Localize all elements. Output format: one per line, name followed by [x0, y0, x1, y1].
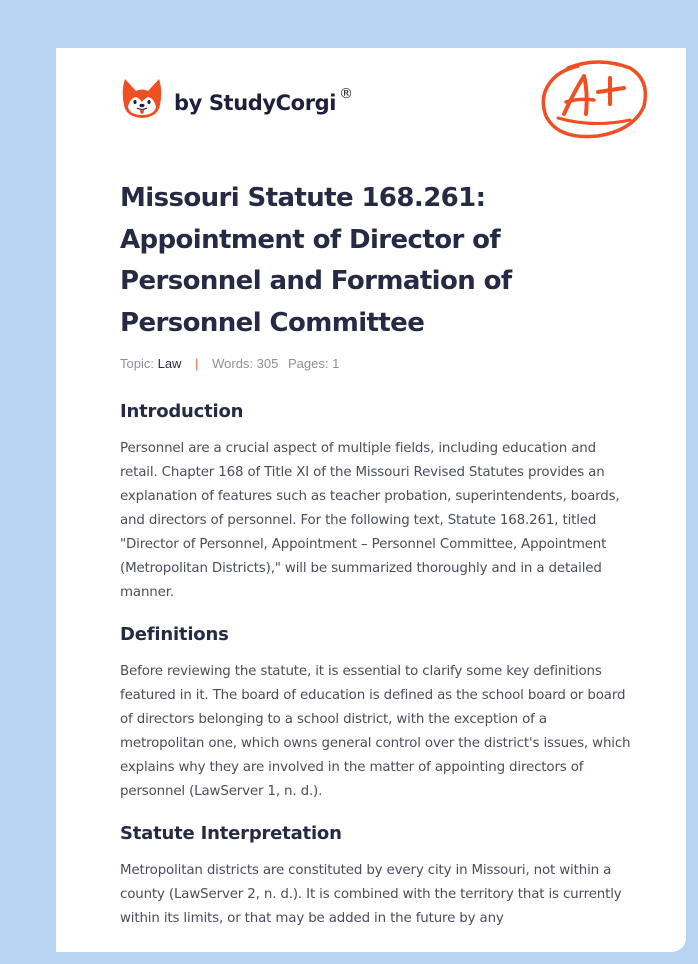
article — [120, 178, 632, 931]
section-body-introduction: Personnel are a crucial aspect of multiple fields, including education and retail. Chapter 168 of Title XI of the Missouri Revised Statutes provides an explanation of features such as teacher probation, superintendents, boards, and directors of personnel. For the following text, Statute 168.261, titled "Director of Personnel, Appointment – Personnel Committee, Appointment (Metropolitan Districts)," will be summarized thoroughly and in a detailed manner. — [120, 441, 620, 600]
section-heading-introduction: Introduction — [120, 401, 244, 422]
studycorgi-logo[interactable] — [122, 76, 353, 122]
meta-separator: | — [195, 356, 199, 371]
pages-count: 1 — [332, 356, 340, 371]
topic-link[interactable]: Law — [157, 356, 182, 371]
document-card — [56, 48, 686, 952]
section-body-definitions: Before reviewing the statute, it is essential to clarify some key definitions featured in it. The board of education is defined as the school board or board of directors belonging to a school district, with the exception of a metropolitan one, which owns general control over the district's issues, which explains why they are involved in the matter of appointing directors of personnel (LawServer 1, n. d.). — [120, 664, 631, 799]
page-title: Missouri Statute 168.261: Appointment of Director of Personnel and Formation of Personnel Committee — [120, 183, 512, 338]
section-heading-statute-interpretation: Statute Interpretation — [120, 823, 342, 844]
topic-label: Topic: — [120, 356, 154, 371]
pages-label: Pages: — [287, 356, 329, 371]
article-meta — [120, 354, 632, 374]
brand-name: by StudyCorgi ® — [174, 86, 353, 115]
section-body-statute-interpretation: Metropolitan districts are constituted by every city in Missouri, not within a county (LawServer 2, n. d.). It is combined with the territory that is currently within its limits, or that may be added in the future by any — [120, 863, 622, 926]
words-label: Words: — [212, 356, 254, 371]
words-count: 305 — [256, 356, 279, 371]
section-heading-definitions: Definitions — [120, 624, 229, 645]
corgi-logo-icon — [122, 77, 162, 121]
registered-mark: ® — [339, 86, 353, 102]
a-plus-grade-icon — [538, 58, 650, 140]
